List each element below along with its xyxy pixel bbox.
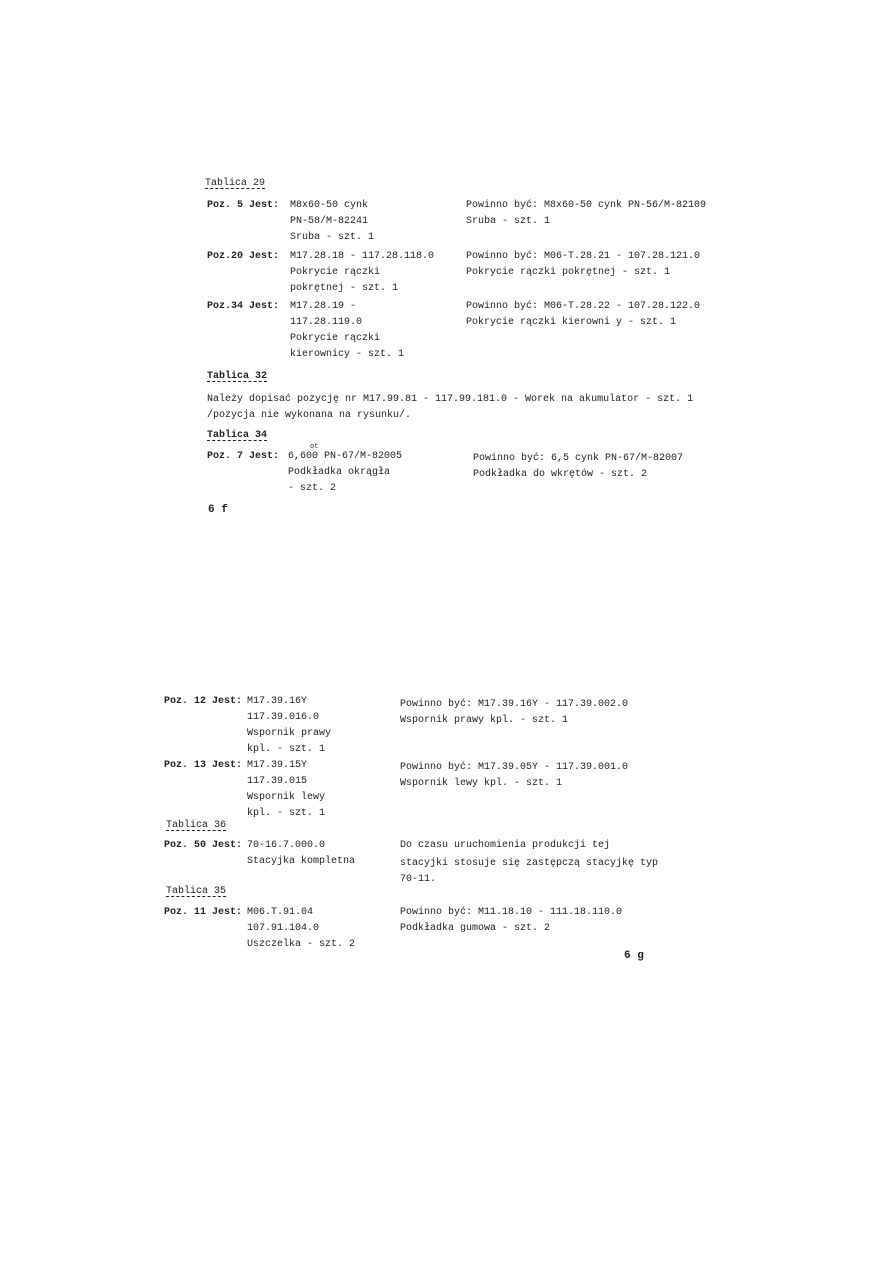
corrected-text: Wspornik lewy kpl. - szt. 1 bbox=[400, 778, 563, 789]
current-text: Pokrycie rączki bbox=[290, 267, 381, 278]
table-heading: Tablica 36 bbox=[166, 820, 227, 831]
current-text: 70-16.7.000.0 bbox=[247, 840, 326, 851]
position-label: Poz. 5 Jest: bbox=[207, 200, 280, 211]
current-text: M17.39.15Y bbox=[247, 760, 308, 771]
current-text: M17.39.16Y bbox=[247, 696, 308, 707]
position-label: Poz. 13 Jest: bbox=[164, 760, 243, 771]
table-heading: Tablica 29 bbox=[205, 178, 266, 189]
current-text: M17.28.19 - bbox=[290, 301, 357, 312]
page-number: 6 f bbox=[208, 504, 228, 516]
position-label: Poz. 11 Jest: bbox=[164, 907, 243, 918]
position-label: Poz.20 Jest: bbox=[207, 251, 280, 262]
current-text: - szt. 2 bbox=[288, 483, 337, 494]
note-text: Należy dopisać pozycję nr M17.99.81 - 117.99.181.0 - Worek na akumulator - szt. 1 bbox=[207, 394, 694, 405]
current-text: M8x60-50 cynk bbox=[290, 200, 369, 211]
current-text: kierownicy - szt. 1 bbox=[290, 349, 405, 360]
table-heading: Tablica 32 bbox=[207, 371, 268, 382]
current-text: M17.28.18 - 117.28.118.0 bbox=[290, 251, 435, 262]
current-text: 117.39.016.0 bbox=[247, 712, 320, 723]
corrected-text: Powinno być: M17.39.16Y - 117.39.002.0 bbox=[400, 699, 629, 710]
current-text: 107.91.104.0 bbox=[247, 923, 320, 934]
table-heading: Tablica 34 bbox=[207, 430, 268, 441]
current-text: 117.39.015 bbox=[247, 776, 308, 787]
corrected-text: Powinno być: M17.39.05Y - 117.39.001.0 bbox=[400, 762, 629, 773]
current-text: kpl. - szt. 1 bbox=[247, 808, 326, 819]
current-text: M06.T.91.04 bbox=[247, 907, 314, 918]
corrected-text: Powinno być: M11.18.10 - 111.18.110.0 bbox=[400, 907, 623, 918]
current-text: Pokrycie rączki bbox=[290, 333, 381, 344]
page-number: 6 g bbox=[624, 950, 644, 962]
current-text: kpl. - szt. 1 bbox=[247, 744, 326, 755]
current-text: pokrętnej - szt. 1 bbox=[290, 283, 399, 294]
handwritten-correction: ot bbox=[310, 443, 319, 451]
current-text: Wspornik lewy bbox=[247, 792, 326, 803]
position-label: Poz.34 Jest: bbox=[207, 301, 280, 312]
corrected-text: Powinno być: M8x60-50 cynk PN-56/M-82109 bbox=[466, 200, 707, 211]
current-text: 6,600 PN-67/M-82005 bbox=[288, 451, 403, 462]
current-text: Stacyjka kompletna bbox=[247, 856, 356, 867]
current-text: Uszczelka - szt. 2 bbox=[247, 939, 356, 950]
current-text: 117.28.119.0 bbox=[290, 317, 363, 328]
corrected-text: Powinno być: M06-T.28.21 - 107.28.121.0 bbox=[466, 251, 701, 262]
current-text: PN-58/M-82241 bbox=[290, 216, 369, 227]
current-text: Sruba - szt. 1 bbox=[290, 232, 375, 243]
note-text: stacyjki stosuje się zastępczą stacyjkę typ bbox=[400, 858, 659, 869]
corrected-text: Powinno być: 6,5 cynk PN-67/M-82007 bbox=[473, 453, 684, 464]
corrected-text: Sruba - szt. 1 bbox=[466, 216, 551, 227]
position-label: Poz. 50 Jest: bbox=[164, 840, 243, 851]
note-text: 70-11. bbox=[400, 874, 437, 885]
corrected-text: Pokrycie rączki kierowni y - szt. 1 bbox=[466, 317, 677, 328]
position-label: Poz. 7 Jest: bbox=[207, 451, 280, 462]
note-text: /pozycja nie wykonana na rysunku/. bbox=[207, 410, 412, 421]
table-heading: Tablica 35 bbox=[166, 886, 227, 897]
corrected-text: Podkładka gumowa - szt. 2 bbox=[400, 923, 551, 934]
note-text: Do czasu uruchomienia produkcji tej bbox=[400, 840, 611, 851]
current-text: Wspornik prawy bbox=[247, 728, 332, 739]
corrected-text: Wspornik prawy kpl. - szt. 1 bbox=[400, 715, 569, 726]
current-text: Podkładka okrągła bbox=[288, 467, 391, 478]
corrected-text: Podkładka do wkrętów - szt. 2 bbox=[473, 469, 648, 480]
position-label: Poz. 12 Jest: bbox=[164, 696, 243, 707]
corrected-text: Powinno być: M06-T.28.22 - 107.28.122.0 bbox=[466, 301, 701, 312]
corrected-text: Pokrycie rączki pokrętnej - szt. 1 bbox=[466, 267, 671, 278]
